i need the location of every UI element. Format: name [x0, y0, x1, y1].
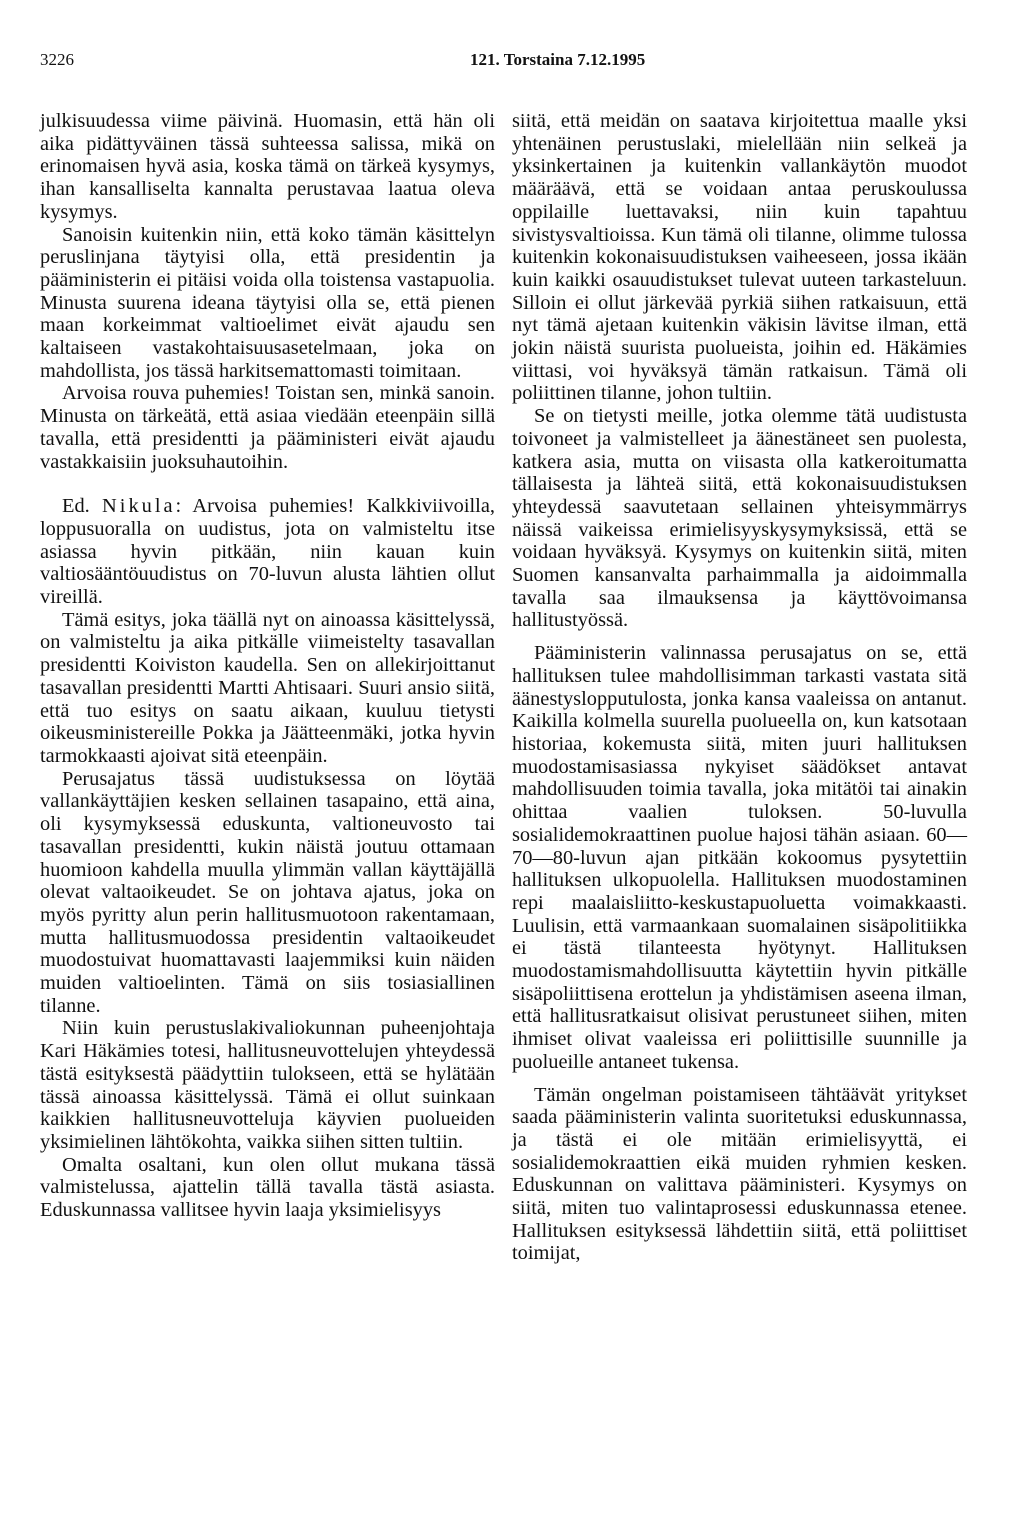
paragraph: Perusajatus tässä uudistuksessa on löytää vallankäyttäjien kesken sellainen tasapaino, että aina, oli kysymyksessä eduskunta, valtioneuvosto tai tasavallan presidentti, kukin näistä joutuu ottamaan huomioon kahdella muulla ylimmän vallan käyttäjällä olevat valtaoikeudet. Se on johtava ajatus, joka on myös pyritty alun perin hallitusmuotoon rakentamaan, mutta hallitusmuodossa presidentin valtaoikeudet muodostuivat huomattavasti laajemmiksi kuin näiden muiden valtioelinten. Tämä on siis tosiasiallinen tilanne. — [40, 767, 495, 1017]
paragraph: Tämä esitys, joka täällä nyt on ainoassa käsittelyssä, on valmisteltu ja aika pitkälle viimeistelty tasavallan presidentti Koiviston kaudella. Sen on allekirjoittanut tasavallan presidentti Martti Ahtisaari. Suuri ansio siitä, että tuo esitys on saatu aikaan, kuuluu tietysti oikeusministereille Pokka ja Jäätteenmäki, jotka hyvin tarmokkaasti ajoivat sitä eteenpäin. — [40, 608, 495, 767]
paragraph: Pääministerin valinnassa perusajatus on se, että hallituksen tulee mahdollisimman tarkasti vastata sitä äänestyslopputulosta, jonka kansa vaaleissa on antanut. Kaikilla kolmella suurella puolueella on, kun katsotaan historiaa, kokemusta siitä, miten juuri hallituksen muodostamisasiassa nykyiset säädökset antavat mahdollisuuden toimia tavalla, joka mitätöi tai ainakin ohittaa vaalien tuloksen. 50-luvulla sosialidemokraattinen puolue hajosi tähän asiaan. 60—70—80-luvun ajan pitkään kokoomus pysytettiin hallituksen ulkopuolella. Hallituksen muodostaminen repi maalaisliitto-keskustapuoluetta voimakkaasti. Luulisin, että varmaankaan suomalainen sisäpolitiikka ei tästä tilanteesta hyötynyt. Hallituksen muodostamismahdollisuutta käytettiin hyvin pitkälle sisäpoliittisena erottelun ja yhdistämisen aseena ilman, että hallitusratkaisut olisivat perustuneet siihen, miten ihmiset olivat vaaleissa eri poliittisille suunnille ja puolueille antaneet tukensa. — [512, 642, 967, 1073]
speaker-paragraph — [40, 495, 495, 609]
left-column — [40, 110, 495, 1222]
speaker-name: Nikula — [102, 495, 176, 518]
paragraph: Se on tietysti meille, jotka olemme tätä uudistusta toivoneet ja valmistelleet ja äänestäneet sen puolesta, katkera asia, mutta on viisasta olla katkeroitumatta tällaisesta ja lähteä siitä, että kokonaisuudistuksen yhteydessä saavutetaan sellainen yhteisymmärrys näissä vaikeissa erimielisyyskysymyksissä, että se voidaan hyväksyä. Kysymys on kuitenkin siitä, miten Suomen kansanvalta parhaimmalla ja aidoimmalla tavalla saa ilmauksensa ja käyttövoimansa hallitustyössä. — [512, 405, 967, 632]
paragraph: Omalta osaltani, kun olen ollut mukana tässä valmistelussa, ajattelin tällä tavalla tästä asiasta. Eduskunnassa vallitsee hyvin laaja yksimielisyys — [40, 1153, 495, 1222]
paragraph: Arvoisa rouva puhemies! Toistan sen, minkä sanoin. Minusta on tärkeätä, että asiaa viedään eteenpäin sillä tavalla, että presidentti ja pääministeri eivät ajaudu vastakkaisiin juoksuhautoihin. — [40, 382, 495, 473]
speaker-colon: : — [175, 495, 193, 518]
paragraph: siitä, että meidän on saatava kirjoitettua maalle yksi yhtenäinen perustuslaki, mielellään niin selkeä ja yksinkertainen ja kuitenkin vallankäytön muodot määräävä, että se voidaan antaa peruskoulussa oppilaille luettavaksi, niin kuin tapahtuu sivistysvaltioissa. Kun tämä oli tilanne, olimme tulossa kuitenkin kokonaisuudistuksen vaiheeseen, jossa ikään kuin kaikki osauudistukset tulevat uuteen tarkasteluun. Silloin ei ollut järkevää pyrkiä siihen ratkaisuun, että nyt tämä ajetaan kuitenkin väkisin lävitse ilman, että jokin näistä suurista puolueista, joihin ed. Häkämies viittasi, voi hyväksyä tämän ratkaisun. Tämä oli poliittinen tilanne, johon tultiin. — [512, 110, 967, 405]
paragraph: Tämän ongelman poistamiseen tähtäävät yritykset saada pääministerin valinta suoritetuksi eduskunnassa, ja tästä ei ole mitään erimielisyyttä, ei sosialidemokraattien eikä muiden ryhmien kesken. Eduskunnan on valittava pääministeri. Kysymys on siitä, miten tuo valintaprosessi eduskunnassa etenee. Hallituksen esityksessä lähdettiin siitä, että poliittiset toimijat, — [512, 1083, 967, 1265]
page-number: 3226 — [40, 50, 74, 69]
running-title: 121. Torstaina 7.12.1995 — [470, 50, 646, 69]
paragraph: Sanoisin kuitenkin niin, että koko tämän käsittelyn peruslinjana täytyisi olla, että presidentin ja pääministerin ei pitäisi voida olla toistensa vastapuolia. Minusta suurena ideana täytyisi olla se, että pienen maan korkeimmat valtioelimet eivät ajaudu sen kaltaiseen vastakohtaisuusasetelmaan, joka on mahdollista, jos tässä harkitsemattomasti toimitaan. — [40, 223, 495, 382]
speaker-prefix: Ed. — [62, 495, 103, 518]
speech-text: Arvoisa puhemies! Kalkkiviivoilla, loppusuoralla on uudistus, jota on valmisteltu itse asiassa hyvin pitkään, niin kauan kuin valtiosääntöuudistus on 70-luvun alusta lähtien ollut vireillä. — [40, 495, 495, 609]
paragraph: julkisuudessa viime päivinä. Huomasin, että hän oli aika pidättyväinen tässä suhteessa salissa, mikä on erinomaisen hyvä asia, koska tämä on tärkeä kysymys, ihan kansalliselta kannalta perustavaa laatua oleva kysymys. — [40, 110, 495, 223]
paragraph: Niin kuin perustuslakivaliokunnan puheenjohtaja Kari Häkämies totesi, hallitusneuvottelujen yhteydessä tästä esityksestä päädyttiin tulokseen, että se hylätään tässä ainoassa käsittelyssä. Tämä ei ollut suinkaan kaikkien hallitusneuvotteluja käyvien puolueiden yksimielinen lähtökohta, vaikka siihen sitten tultiin. — [40, 1017, 495, 1153]
page-header — [40, 50, 970, 76]
right-column — [512, 110, 967, 1265]
